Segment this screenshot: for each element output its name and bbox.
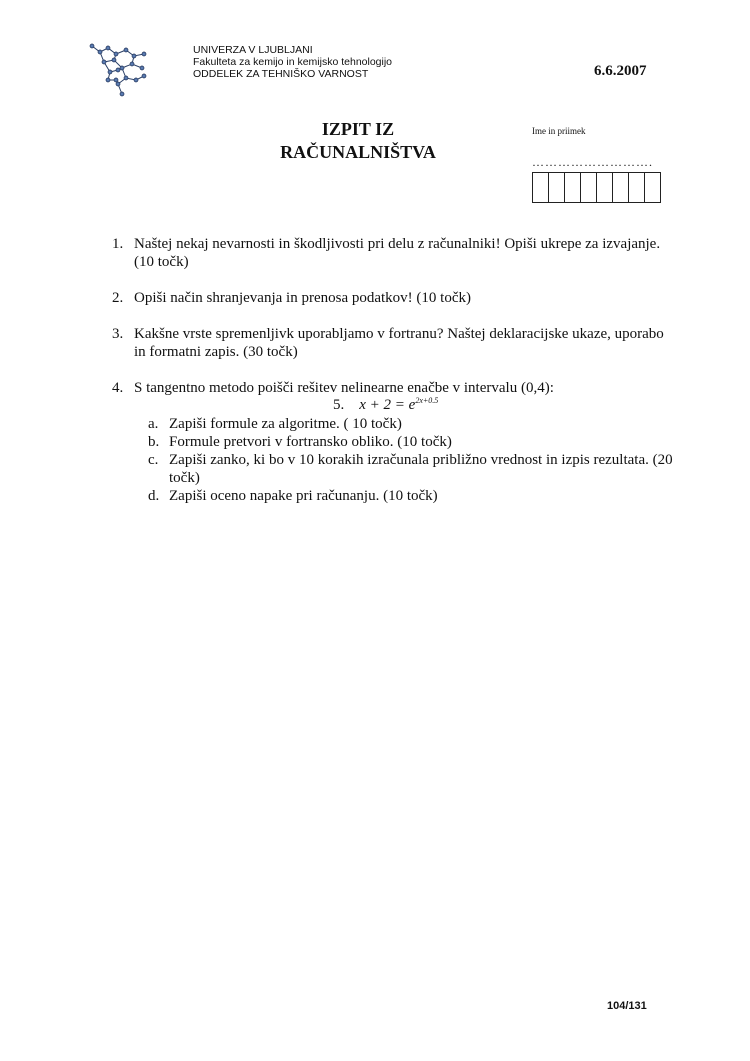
id-box[interactable]	[533, 172, 549, 203]
equation-exponent: 2x+0.5	[415, 396, 439, 405]
id-box[interactable]	[645, 172, 661, 203]
subquestion-letter: d.	[148, 488, 160, 504]
university-logo	[86, 40, 154, 98]
subquestion-letter: b.	[148, 434, 160, 450]
question-text: S tangentno metodo poišči rešitev nelinearne enačbe v intervalu (0,4):	[134, 380, 554, 396]
university-name: UNIVERZA V LJUBLJANI	[193, 44, 313, 56]
question-text: Naštej nekaj nevarnosti in škodljivosti pri delu z računalniki! Opiši ukrepe za izvajanje. (10 točk)	[134, 236, 661, 270]
equation-lhs: x + 2 =	[359, 397, 409, 413]
subquestion-a	[148, 415, 678, 433]
page-number: 104/131	[607, 1000, 647, 1012]
id-box[interactable]	[581, 172, 597, 203]
equation	[333, 396, 438, 414]
question-number: 4.	[112, 380, 124, 396]
id-box[interactable]	[597, 172, 613, 203]
subquestion-text: Zapiši zanko, ki bo v 10 korakih izračunala približno vrednost in izpis rezultata. (20 točk)	[169, 452, 673, 486]
question-number: 2.	[112, 290, 124, 306]
department-name: ODDELEK ZA TEHNIŠKO VARNOST	[193, 68, 369, 80]
question-2	[112, 289, 672, 307]
question-text: Opiši način shranjevanja in prenosa podatkov! (10 točk)	[134, 290, 471, 306]
equation-base: e	[408, 397, 416, 413]
title-line-2: RAČUNALNIŠTVA	[280, 142, 436, 162]
id-box[interactable]	[549, 172, 565, 203]
equation-number: 5.	[333, 397, 345, 413]
question-4	[112, 379, 672, 397]
name-label: Ime in priimek	[532, 126, 586, 136]
title-line-1: IZPIT IZ	[321, 119, 395, 139]
subquestion-d	[148, 487, 678, 505]
student-id-boxes[interactable]	[532, 172, 661, 203]
question-text: Kakšne vrste spremenljivk uporabljamo v fortranu? Naštej deklaracijske ukaze, uporabo in formatni zapis. (30 točk)	[134, 326, 664, 360]
subquestion-letter: c.	[148, 452, 159, 468]
institution-header	[193, 44, 392, 80]
page-title	[258, 118, 458, 164]
exam-date: 6.6.2007	[594, 63, 647, 79]
subquestion-text: Zapiši formule za algoritme. ( 10 točk)	[169, 416, 402, 432]
subquestion-c	[148, 451, 678, 487]
question-1	[112, 235, 672, 271]
id-box[interactable]	[565, 172, 581, 203]
subquestion-letter: a.	[148, 416, 159, 432]
id-box[interactable]	[629, 172, 645, 203]
question-number: 3.	[112, 326, 124, 342]
name-dotted-line[interactable]: ……………………….	[532, 155, 653, 169]
subquestion-text: Formule pretvori v fortransko obliko. (10 točk)	[169, 434, 452, 450]
question-3	[112, 325, 672, 361]
question-number: 1.	[112, 236, 124, 252]
subquestion-text: Zapiši oceno napake pri računanju. (10 točk)	[169, 488, 438, 504]
id-box[interactable]	[613, 172, 629, 203]
subquestion-b	[148, 433, 678, 451]
faculty-name: Fakulteta za kemijo in kemijsko tehnologijo	[193, 56, 393, 68]
